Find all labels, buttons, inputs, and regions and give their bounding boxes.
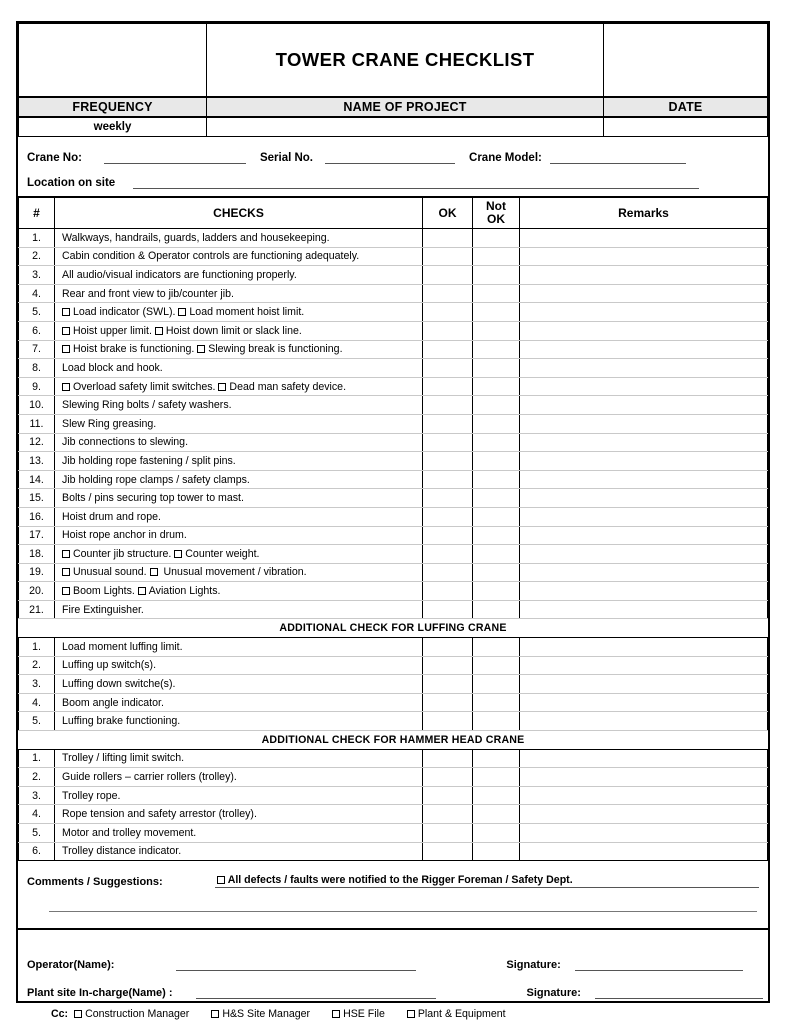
not-ok-cell[interactable]: [473, 414, 520, 433]
checklist-header-row: [19, 198, 768, 229]
frequency-header: FREQUENCY: [19, 98, 207, 117]
check-item-label: Hoist brake is functioning.: [73, 343, 198, 356]
table-row: [19, 452, 768, 471]
location-field[interactable]: [133, 177, 699, 189]
ok-cell[interactable]: [423, 377, 473, 396]
row-number: 20.: [19, 582, 55, 601]
operator-row: [27, 943, 759, 971]
checklist-head: [19, 198, 768, 229]
row-description: Load moment luffing limit.: [55, 638, 423, 657]
not-ok-cell[interactable]: [473, 600, 520, 619]
remarks-cell[interactable]: [520, 489, 768, 508]
ok-cell[interactable]: [423, 656, 473, 675]
row-description: Fire Extinguisher.: [55, 600, 423, 619]
ok-cell[interactable]: [423, 284, 473, 303]
row-description: All audio/visual indicators are functioning properly.: [55, 266, 423, 285]
not-ok-cell[interactable]: [473, 229, 520, 248]
ok-cell[interactable]: [423, 266, 473, 285]
ok-cell[interactable]: [423, 396, 473, 415]
remarks-cell[interactable]: [520, 693, 768, 712]
remarks-cell[interactable]: [520, 842, 768, 861]
row-description: [55, 321, 423, 340]
cc-item[interactable]: [332, 1008, 385, 1020]
not-ok-cell[interactable]: [473, 526, 520, 545]
row-number: 3.: [19, 266, 55, 285]
table-row: [19, 805, 768, 824]
page-title: TOWER CRANE CHECKLIST: [207, 24, 604, 97]
not-ok-cell[interactable]: [473, 489, 520, 508]
row-number: 11.: [19, 414, 55, 433]
defects-notified-checkbox[interactable]: [217, 876, 225, 884]
row-description: Trolley distance indicator.: [55, 842, 423, 861]
row-number: 2.: [19, 768, 55, 787]
not-ok-cell[interactable]: [473, 638, 520, 657]
row-description: Load block and hook.: [55, 359, 423, 378]
not-ok-cell[interactable]: [473, 507, 520, 526]
table-row: [19, 359, 768, 378]
row-description: Boom angle indicator.: [55, 693, 423, 712]
cc-checkbox[interactable]: [332, 1010, 340, 1018]
not-ok-cell[interactable]: [473, 433, 520, 452]
cc-item-label: H&S Site Manager: [222, 1008, 311, 1021]
check-item-checkbox[interactable]: [155, 327, 163, 335]
not-ok-cell[interactable]: [473, 563, 520, 582]
ok-cell[interactable]: [423, 545, 473, 564]
row-number: 16.: [19, 507, 55, 526]
not-ok-line1: Not: [486, 199, 506, 214]
not-ok-cell[interactable]: [473, 842, 520, 861]
row-description: Cabin condition & Operator controls are functioning adequately.: [55, 247, 423, 266]
remarks-cell[interactable]: [520, 656, 768, 675]
not-ok-cell[interactable]: [473, 656, 520, 675]
remarks-cell[interactable]: [520, 433, 768, 452]
plant-incharge-label: Plant site In-charge(Name) :: [27, 987, 173, 1000]
not-ok-cell[interactable]: [473, 712, 520, 731]
ok-cell[interactable]: [423, 582, 473, 601]
table-row: [19, 396, 768, 415]
check-item-label: Hoist down limit or slack line.: [165, 324, 302, 337]
not-ok-cell[interactable]: [473, 396, 520, 415]
table-row: [19, 507, 768, 526]
table-row: [19, 693, 768, 712]
check-item-checkbox[interactable]: [62, 587, 70, 595]
table-row: [19, 749, 768, 768]
serial-no-field[interactable]: [325, 152, 455, 164]
not-ok-cell[interactable]: [473, 749, 520, 768]
remarks-cell[interactable]: [520, 600, 768, 619]
row-description: [55, 340, 423, 359]
check-item-label: Slewing break is functioning.: [208, 343, 343, 356]
comments-block: [18, 861, 768, 930]
row-description: Hoist rope anchor in drum.: [55, 526, 423, 545]
crane-no-label: Crane No:: [27, 152, 82, 164]
project-value[interactable]: [207, 118, 604, 137]
checklist-table: [18, 197, 768, 861]
ok-cell[interactable]: [423, 526, 473, 545]
check-item-checkbox[interactable]: [62, 383, 70, 391]
ok-cell[interactable]: [423, 470, 473, 489]
title-block: [18, 23, 768, 97]
section-heading: ADDITIONAL CHECK FOR HAMMER HEAD CRANE: [19, 731, 768, 750]
table-row: [19, 284, 768, 303]
remarks-cell[interactable]: [520, 582, 768, 601]
col-header-ok: OK: [423, 198, 473, 229]
row-description: Slew Ring greasing.: [55, 414, 423, 433]
check-item-label: Unusual movement / vibration.: [160, 566, 307, 579]
title-row: [19, 24, 768, 97]
check-item-label: Counter jib structure.: [73, 547, 175, 560]
cc-item-label: Plant & Equipment: [417, 1008, 506, 1021]
crane-info-row-1: [27, 143, 759, 164]
not-ok-cell[interactable]: [473, 284, 520, 303]
row-description: [55, 303, 423, 322]
row-number: 18.: [19, 545, 55, 564]
table-row: [19, 545, 768, 564]
ok-cell[interactable]: [423, 675, 473, 694]
cc-item[interactable]: [74, 1008, 189, 1020]
operator-name-field[interactable]: [176, 959, 416, 971]
ok-cell[interactable]: [423, 563, 473, 582]
table-row: [19, 414, 768, 433]
check-item-label: Load indicator (SWL).: [73, 306, 179, 319]
header-label-row: [18, 97, 768, 117]
row-number: 4.: [19, 284, 55, 303]
row-description: Trolley / lifting limit switch.: [55, 749, 423, 768]
date-value[interactable]: [604, 118, 768, 137]
row-number: 1.: [19, 229, 55, 248]
row-description: Bolts / pins securing top tower to mast.: [55, 489, 423, 508]
row-description: Luffing up switch(s).: [55, 656, 423, 675]
serial-no-label: Serial No.: [259, 152, 314, 164]
not-ok-cell[interactable]: [473, 359, 520, 378]
remarks-cell[interactable]: [520, 321, 768, 340]
check-item-checkbox[interactable]: [150, 568, 158, 576]
check-item-label: Hoist upper limit.: [73, 324, 155, 337]
row-description: [55, 545, 423, 564]
crane-info-row-2: [27, 168, 759, 189]
row-number: 6.: [19, 842, 55, 861]
ok-cell[interactable]: [423, 712, 473, 731]
table-row: [19, 768, 768, 787]
remarks-cell[interactable]: [520, 638, 768, 657]
not-ok-cell[interactable]: [473, 786, 520, 805]
not-ok-cell[interactable]: [473, 582, 520, 601]
row-number: 8.: [19, 359, 55, 378]
header-value-row: [18, 117, 768, 137]
remarks-cell[interactable]: [520, 675, 768, 694]
table-row: [19, 489, 768, 508]
ok-cell[interactable]: [423, 842, 473, 861]
plant-signature-field[interactable]: [595, 987, 763, 999]
cc-label: Cc:: [51, 1008, 69, 1021]
not-ok-cell[interactable]: [473, 805, 520, 824]
row-number: 4.: [19, 805, 55, 824]
not-ok-cell[interactable]: [473, 470, 520, 489]
table-row: [19, 600, 768, 619]
location-label: Location on site: [27, 177, 116, 189]
ok-cell[interactable]: [423, 321, 473, 340]
crane-no-field[interactable]: [104, 152, 246, 164]
ok-cell[interactable]: [423, 229, 473, 248]
table-row: [19, 247, 768, 266]
table-row: [19, 526, 768, 545]
table-row: [19, 675, 768, 694]
row-number: 4.: [19, 693, 55, 712]
table-row: [19, 266, 768, 285]
row-number: 5.: [19, 712, 55, 731]
row-description: Hoist drum and rope.: [55, 507, 423, 526]
row-description: Motor and trolley movement.: [55, 824, 423, 843]
ok-cell[interactable]: [423, 600, 473, 619]
check-item-checkbox[interactable]: [174, 550, 182, 558]
section-heading-row: [19, 731, 768, 750]
row-number: 15.: [19, 489, 55, 508]
cc-item-label: Construction Manager: [85, 1008, 190, 1021]
ok-cell[interactable]: [423, 489, 473, 508]
project-header: NAME OF PROJECT: [207, 98, 604, 117]
remarks-cell[interactable]: [520, 377, 768, 396]
remarks-cell[interactable]: [520, 452, 768, 471]
not-ok-cell[interactable]: [473, 693, 520, 712]
row-number: 1.: [19, 638, 55, 657]
table-row: [19, 824, 768, 843]
check-item-checkbox[interactable]: [62, 308, 70, 316]
title-right-cell: [604, 24, 768, 97]
check-item-label: Aviation Lights.: [148, 585, 221, 598]
ok-cell[interactable]: [423, 693, 473, 712]
ok-cell[interactable]: [423, 805, 473, 824]
date-header: DATE: [604, 98, 768, 117]
row-description: Trolley rope.: [55, 786, 423, 805]
remarks-cell[interactable]: [520, 786, 768, 805]
table-row: [19, 582, 768, 601]
table-row: [19, 470, 768, 489]
remarks-cell[interactable]: [520, 563, 768, 582]
row-description: Luffing down switche(s).: [55, 675, 423, 694]
check-item-checkbox[interactable]: [62, 345, 70, 353]
row-number: 5.: [19, 303, 55, 322]
crane-model-label: Crane Model:: [469, 152, 542, 164]
row-number: 7.: [19, 340, 55, 359]
remarks-cell[interactable]: [520, 749, 768, 768]
row-description: [55, 582, 423, 601]
ok-cell[interactable]: [423, 247, 473, 266]
not-ok-cell[interactable]: [473, 266, 520, 285]
table-row: [19, 638, 768, 657]
remarks-cell[interactable]: [520, 359, 768, 378]
check-item-checkbox[interactable]: [197, 345, 205, 353]
remarks-cell[interactable]: [520, 507, 768, 526]
not-ok-cell[interactable]: [473, 452, 520, 471]
not-ok-cell[interactable]: [473, 675, 520, 694]
ok-cell[interactable]: [423, 507, 473, 526]
table-row: [19, 786, 768, 805]
check-item-checkbox[interactable]: [218, 383, 226, 391]
row-number: 19.: [19, 563, 55, 582]
not-ok-cell[interactable]: [473, 824, 520, 843]
remarks-cell[interactable]: [520, 266, 768, 285]
plant-incharge-row: [27, 971, 759, 999]
row-description: Slewing Ring bolts / safety washers.: [55, 396, 423, 415]
row-number: 21.: [19, 600, 55, 619]
check-item-checkbox[interactable]: [62, 568, 70, 576]
remarks-cell[interactable]: [520, 414, 768, 433]
row-description: Walkways, handrails, guards, ladders and housekeeping.: [55, 229, 423, 248]
row-number: 2.: [19, 656, 55, 675]
remarks-cell[interactable]: [520, 396, 768, 415]
row-number: 2.: [19, 247, 55, 266]
remarks-cell[interactable]: [520, 229, 768, 248]
ok-cell[interactable]: [423, 638, 473, 657]
plant-incharge-field[interactable]: [196, 987, 436, 999]
not-ok-cell[interactable]: [473, 768, 520, 787]
check-item-checkbox[interactable]: [138, 587, 146, 595]
table-row: [19, 656, 768, 675]
remarks-cell[interactable]: [520, 303, 768, 322]
table-row: [19, 377, 768, 396]
not-ok-cell[interactable]: [473, 303, 520, 322]
row-number: 12.: [19, 433, 55, 452]
section-heading: ADDITIONAL CHECK FOR LUFFING CRANE: [19, 619, 768, 638]
check-item-label: Load moment hoist limit.: [189, 306, 305, 319]
table-row: [19, 321, 768, 340]
row-number: 5.: [19, 824, 55, 843]
ok-cell[interactable]: [423, 359, 473, 378]
remarks-cell[interactable]: [520, 545, 768, 564]
ok-cell[interactable]: [423, 786, 473, 805]
row-number: 17.: [19, 526, 55, 545]
row-description: Rope tension and safety arrestor (trolley).: [55, 805, 423, 824]
check-item-label: Boom Lights.: [73, 585, 138, 598]
check-item-checkbox[interactable]: [62, 550, 70, 558]
ok-cell[interactable]: [423, 340, 473, 359]
col-header-num: #: [19, 198, 55, 229]
plant-signature-label: Signature:: [526, 987, 581, 1000]
remarks-cell[interactable]: [520, 768, 768, 787]
ok-cell[interactable]: [423, 824, 473, 843]
cc-item[interactable]: [211, 1008, 310, 1020]
crane-info-block: [18, 137, 768, 197]
check-item-checkbox[interactable]: [62, 327, 70, 335]
logo-cell: [19, 24, 207, 97]
row-description: Jib holding rope fastening / split pins.: [55, 452, 423, 471]
ok-cell[interactable]: [423, 452, 473, 471]
row-number: 10.: [19, 396, 55, 415]
row-number: 9.: [19, 377, 55, 396]
operator-name-label: Operator(Name):: [27, 959, 115, 972]
row-description: Guide rollers – carrier rollers (trolley).: [55, 768, 423, 787]
remarks-cell[interactable]: [520, 526, 768, 545]
table-row: [19, 842, 768, 861]
table-row: [19, 563, 768, 582]
row-description: Rear and front view to jib/counter jib.: [55, 284, 423, 303]
operator-signature-field[interactable]: [575, 959, 743, 971]
remarks-cell[interactable]: [520, 247, 768, 266]
not-ok-cell[interactable]: [473, 247, 520, 266]
row-number: 6.: [19, 321, 55, 340]
section-heading-row: [19, 619, 768, 638]
remarks-cell[interactable]: [520, 805, 768, 824]
table-row: [19, 229, 768, 248]
check-item-label: Unusual sound.: [73, 566, 150, 579]
row-number: 3.: [19, 675, 55, 694]
cc-checkbox[interactable]: [211, 1010, 219, 1018]
cc-checkbox[interactable]: [74, 1010, 82, 1018]
ok-cell[interactable]: [423, 433, 473, 452]
remarks-cell[interactable]: [520, 824, 768, 843]
table-row: [19, 433, 768, 452]
row-description: Jib connections to slewing.: [55, 433, 423, 452]
comments-label: Comments / Suggestions:: [27, 876, 163, 889]
not-ok-line2: OK: [487, 212, 505, 226]
defects-notified-text: All defects / faults were notified to the Rigger Foreman / Safety Dept.: [227, 874, 573, 887]
row-description: Luffing brake functioning.: [55, 712, 423, 731]
check-item-label: Dead man safety device.: [229, 380, 347, 393]
row-number: 1.: [19, 749, 55, 768]
cc-checkbox[interactable]: [407, 1010, 415, 1018]
operator-signature-label: Signature:: [506, 959, 561, 972]
col-header-checks: CHECKS: [55, 198, 423, 229]
row-description: Jib holding rope clamps / safety clamps.: [55, 470, 423, 489]
table-row: [19, 340, 768, 359]
ok-cell[interactable]: [423, 749, 473, 768]
not-ok-cell[interactable]: [473, 545, 520, 564]
not-ok-cell[interactable]: [473, 321, 520, 340]
remarks-cell[interactable]: [520, 284, 768, 303]
row-number: 14.: [19, 470, 55, 489]
table-row: [19, 712, 768, 731]
remarks-cell[interactable]: [520, 340, 768, 359]
ok-cell[interactable]: [423, 303, 473, 322]
comments-row: [27, 870, 759, 888]
row-description: [55, 563, 423, 582]
check-item-label: Overload safety limit switches.: [73, 380, 219, 393]
crane-model-field[interactable]: [550, 152, 686, 164]
cc-item[interactable]: [407, 1008, 506, 1020]
cc-item-label: HSE File: [343, 1008, 385, 1021]
checklist-document: [16, 21, 770, 1021]
col-header-not-ok: [473, 198, 520, 229]
not-ok-cell[interactable]: [473, 340, 520, 359]
not-ok-cell[interactable]: [473, 377, 520, 396]
row-number: 3.: [19, 786, 55, 805]
table-row: [19, 303, 768, 322]
comments-field-line2[interactable]: [49, 910, 757, 912]
check-item-checkbox[interactable]: [178, 308, 186, 316]
signature-block: [18, 930, 768, 1020]
frequency-value[interactable]: weekly: [19, 118, 207, 137]
remarks-cell[interactable]: [520, 470, 768, 489]
ok-cell[interactable]: [423, 768, 473, 787]
col-header-remarks: Remarks: [520, 198, 768, 229]
row-number: 13.: [19, 452, 55, 471]
cc-row: [27, 1008, 759, 1020]
ok-cell[interactable]: [423, 414, 473, 433]
row-description: [55, 377, 423, 396]
comments-field[interactable]: [215, 874, 759, 888]
checklist-body: [19, 229, 768, 861]
remarks-cell[interactable]: [520, 712, 768, 731]
check-item-label: Counter weight.: [185, 547, 260, 560]
